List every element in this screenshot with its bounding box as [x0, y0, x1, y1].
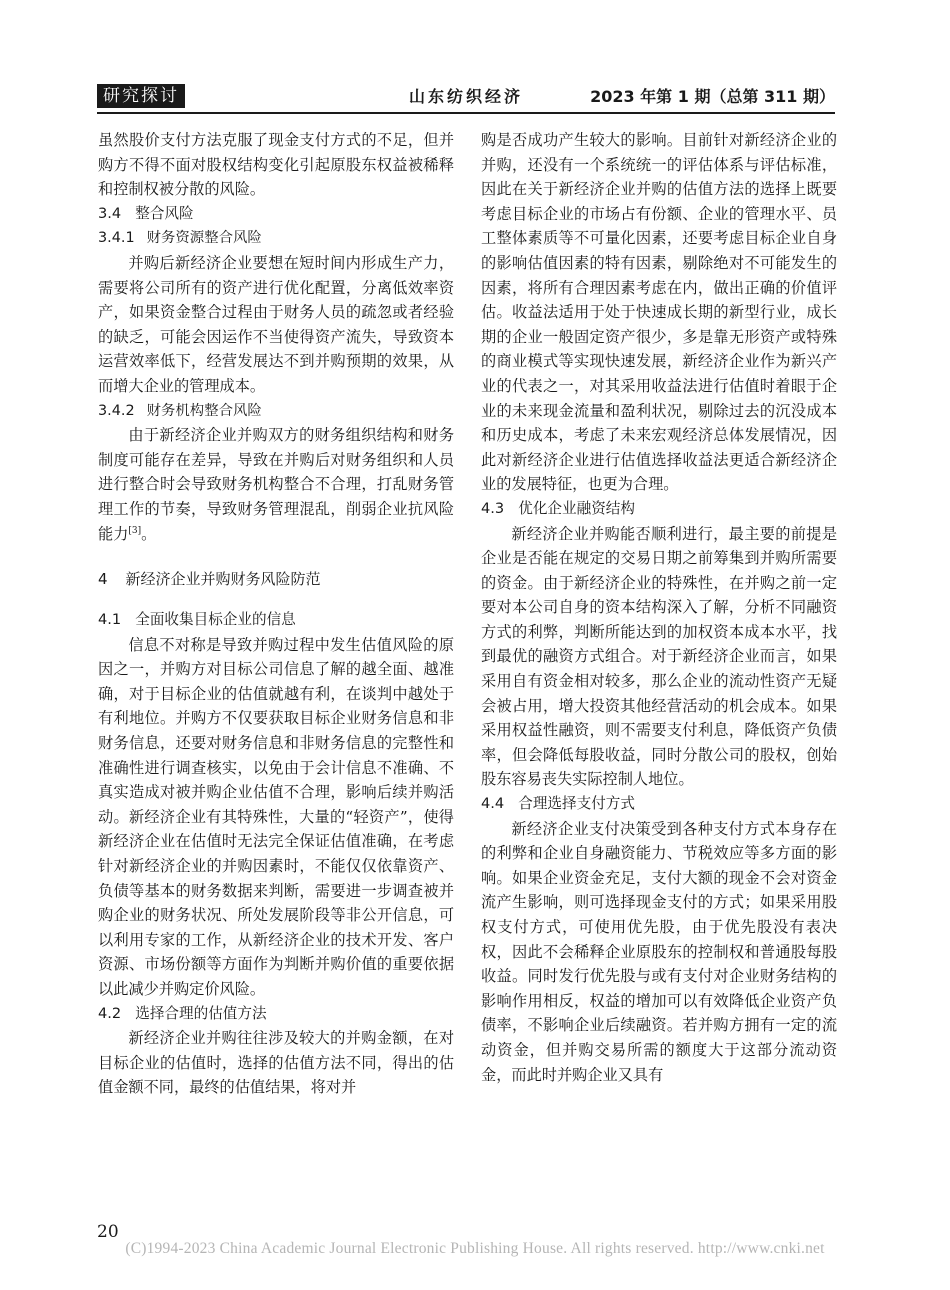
page-header — [97, 84, 835, 110]
heading-number: 4.1 — [98, 611, 122, 629]
heading-number: 4 — [98, 570, 108, 589]
heading-title: 优化企业融资结构 — [518, 499, 635, 517]
right-column — [481, 128, 837, 1087]
heading-4-3 — [481, 497, 837, 522]
heading-number: 3.4 — [98, 204, 122, 222]
heading-title: 新经济企业并购财务风险防范 — [125, 570, 321, 589]
paragraph: 信息不对称是导致并购过程中发生估值风险的原因之一，并购方对目标公司信息了解的越全面、越准确，对于目标企业的估值就越有利，在谈判中越处于有利地位。并购方不仅要获取目标企业财务信息和非财务信息，还要对财务信息和非财务信息的完整性和准确性进行调查核实，以免由于会计信息不准确、不真实造成对被并购企业估值不合理，影响后续并购活动。新经济企业有其特殊性，大量的“轻资产”，使得新经济企业在估值时无法完全保证估值准确，在考虑针对新经济企业的并购因素时，不能仅仅依靠资产、负债等基本的财务数据来判断，需要进一步调查被并购企业的财务状况、所处发展阶段等非公开信息，可以利用专家的工作，从新经济企业的技术开发、客户资源、市场份额等方面作为判断并购价值的重要依据以此减少并购定价风险。 — [98, 635, 454, 998]
heading-4-4 — [481, 792, 837, 817]
paragraph: 并购后新经济企业要想在短时间内形成生产力，需要将公司所有的资产进行优化配置，分离低效率资产，如果资金整合过程由于财务人员的疏忽或者经验的缺乏，可能会因运作不当使得资产流失，导致资本运营效率低下，经营发展达不到并购预期的效果，从而增大企业的管理成本。 — [98, 253, 454, 395]
paragraph: 新经济企业并购能否顺利进行，最主要的前提是企业是否能在规定的交易日期之前筹集到并购所需要的资金。由于新经济企业的特殊性，在并购之前一定要对本公司自身的资本结构深入了解，分析不同融资方式的利弊，判断所能达到的加权资本成本水平，找到最优的融资方式组合。对于新经济企业而言，如果采用自有资金相对较多，那么企业的流动性资产无疑会被占用，增大投资其他经营活动的机会成本。如果采用权益性融资，则不需要支付利息，降低资产负债率，但会降低每股收益，同时分散公司的股权，创始股东容易丧失实际控制人地位。 — [481, 524, 837, 789]
heading-4-1 — [98, 608, 454, 633]
paragraph-end: 。 — [141, 524, 157, 543]
issue-info: 2023 年第 1 期（总第 311 期） — [590, 87, 835, 106]
paragraph: 新经济企业并购往往涉及较大的并购金额，在对目标企业的估值时，选择的估值方法不同，得出的估值金额不同，最终的估值结果，将对并 — [98, 1029, 454, 1097]
paragraph — [98, 423, 454, 546]
section-tag: 研究探讨 — [97, 84, 185, 108]
heading-3-4 — [98, 202, 454, 227]
left-column — [98, 128, 454, 1100]
header-rule — [97, 112, 835, 114]
heading-number: 4.2 — [98, 1004, 122, 1022]
heading-3-4-2 — [98, 399, 454, 424]
heading-3-4-1 — [98, 226, 454, 251]
heading-number: 4.4 — [481, 795, 505, 813]
heading-number: 4.3 — [481, 499, 505, 517]
page-number: 20 — [97, 1222, 119, 1242]
heading-number: 3.4.2 — [98, 402, 135, 419]
heading-4 — [98, 566, 454, 592]
paragraph: 购是否成功产生较大的影响。目前针对新经济企业的并购，还没有一个系统统一的评估体系与评估标准，因此在关于新经济企业并购的估值方法的选择上既要考虑目标企业的市场占有份额、企业的管理水平、员工整体素质等不可量化因素，还要考虑目标企业自身的影响估值因素的特有因素，剔除绝对不可能发生的因素，将所有合理因素考虑在内，做出正确的价值评估。收益法适用于处于快速成长期的新型行业，成长期的企业一般固定资产很少，多是靠无形资产或特殊的商业模式等实现快速发展，新经济企业作为新兴产业的代表之一，对其采用收益法进行估值时着眼于企业的未来现金流量和盈利状况，剔除过去的沉没成本和历史成本，考虑了未来宏观经济总体发展情况，因此对新经济企业进行估值选择收益法更适合新经济企业的发展特征，也更为合理。 — [481, 131, 837, 494]
copyright-footer: (C)1994-2023 China Academic Journal Electronic Publishing House. All rights reserved. http://www.cnki.net — [125, 1240, 825, 1257]
heading-title: 财务机构整合风险 — [146, 402, 262, 419]
journal-name: 山东纺织经济 — [409, 87, 524, 106]
heading-number: 3.4.1 — [98, 230, 135, 247]
paragraph: 新经济企业支付决策受到各种支付方式本身存在的利弊和企业自身融资能力、节税效应等多方面的影响。如果企业资金充足，支付大额的现金不会对资金流产生影响，则可选择现金支付的方式；如果采用股权支付方式，可使用优先股，由于优先股没有表决权，因此不会稀释企业原股东的控制权和普通股每股收益。同时发行优先股与或有支付对企业财务结构的影响作用相反，权益的增加可以有效降低企业资产负债率，不影响企业后续融资。若并购方拥有一定的流动资金，但并购交易所需的额度大于这部分流动资金，而此时并购企业又具有 — [481, 819, 837, 1084]
heading-title: 财务资源整合风险 — [146, 230, 262, 247]
heading-title: 选择合理的估值方法 — [135, 1004, 267, 1022]
citation-ref: [3] — [128, 525, 142, 536]
heading-title: 合理选择支付方式 — [518, 795, 635, 813]
heading-title: 全面收集目标企业的信息 — [135, 611, 296, 629]
paragraph-text: 由于新经济企业并购双方的财务组织结构和财务制度可能存在差异，导致在并购后对财务组织和人员进行整合时会导致财务机构整合不合理，打乱财务管理工作的节奏，导致财务管理混乱，削弱企业抗风险能力 — [98, 426, 454, 543]
heading-title: 整合风险 — [135, 204, 194, 222]
paragraph: 虽然股价支付方法克服了现金支付方式的不足，但并购方不得不面对股权结构变化引起原股东权益被稀释和控制权被分散的风险。 — [98, 131, 454, 199]
heading-4-2 — [98, 1002, 454, 1027]
